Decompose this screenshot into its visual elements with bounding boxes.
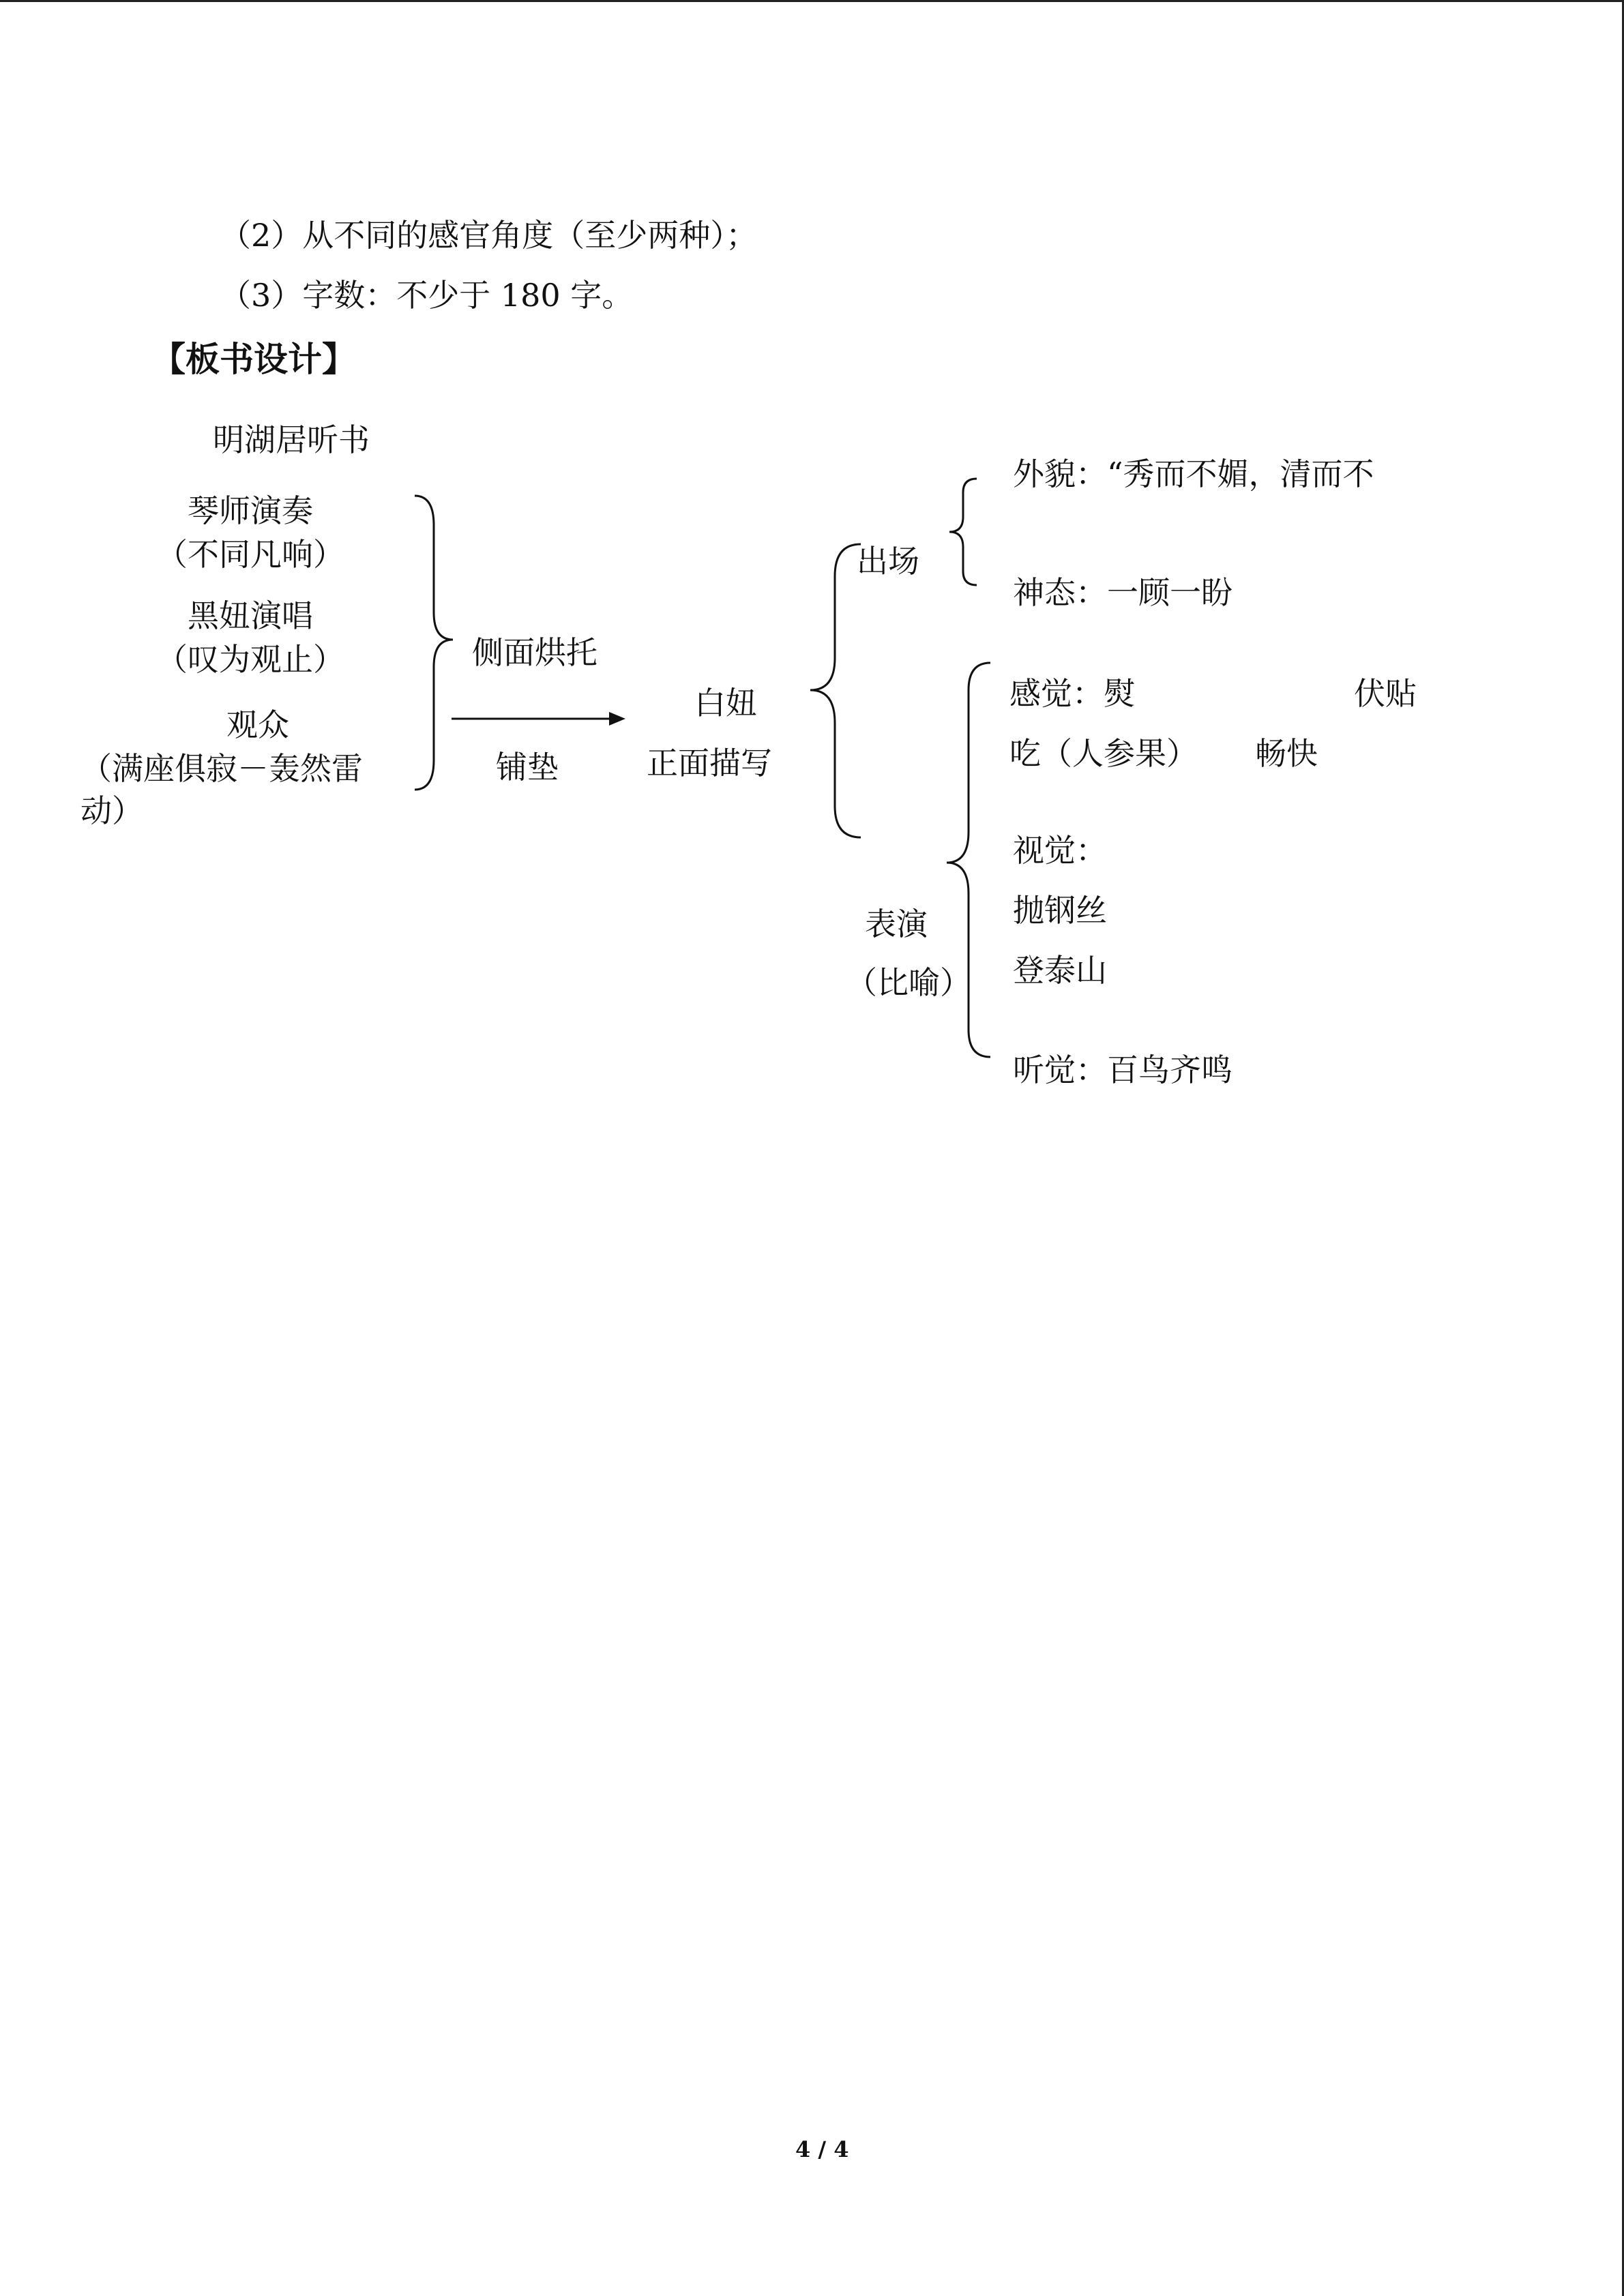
requirement-3: （3）字数：不少于 180 字。	[220, 277, 634, 314]
branch-performance-note: （比喻）	[846, 964, 971, 1001]
branch-performance: 表演	[865, 906, 928, 942]
branch-appearance: 出场	[857, 543, 919, 580]
vision-label: 视觉：	[1013, 832, 1107, 869]
center-name: 白妞	[694, 685, 757, 721]
hearing-item: 听觉：百鸟齐鸣	[1013, 1052, 1232, 1088]
left-item-name: 黑妞演唱	[188, 597, 313, 634]
appearance-brace	[949, 479, 977, 585]
vision-item: 登泰山	[1013, 952, 1107, 989]
left-item-name: 琴师演奏	[188, 492, 313, 529]
technique-above: 侧面烘托	[472, 634, 597, 671]
board-title: 明湖居听书	[213, 421, 370, 458]
technique-below: 铺垫	[496, 749, 559, 786]
feeling-result: 畅快	[1255, 735, 1318, 772]
feeling-result: 伏贴	[1354, 675, 1417, 712]
arrow-head	[609, 712, 625, 726]
requirement-2: （2）从不同的感官角度（至少两种）；	[220, 217, 758, 254]
section-heading: 【板书设计】	[151, 339, 356, 379]
feeling-label: 感觉：熨	[1009, 675, 1135, 712]
appearance-item: 外貌：“秀而不媚，清而不	[1013, 456, 1374, 492]
vision-item: 抛钢丝	[1013, 892, 1107, 929]
center-technique: 正面描写	[647, 745, 772, 781]
left-item-name: 观众	[226, 706, 289, 743]
left-item-note: （不同凡响）	[156, 536, 344, 573]
feeling-line: 吃（人参果）	[1009, 735, 1198, 772]
left-brace	[415, 496, 453, 790]
appearance-item: 神态：一顾一盼	[1013, 574, 1232, 611]
center-brace	[810, 544, 861, 837]
page-number: 4 / 4	[795, 2136, 849, 2162]
left-item-note: （叹为观止）	[156, 641, 344, 678]
left-item-note: （满座俱寂－轰然雷	[80, 750, 363, 787]
left-item-note: 动）	[80, 792, 143, 829]
